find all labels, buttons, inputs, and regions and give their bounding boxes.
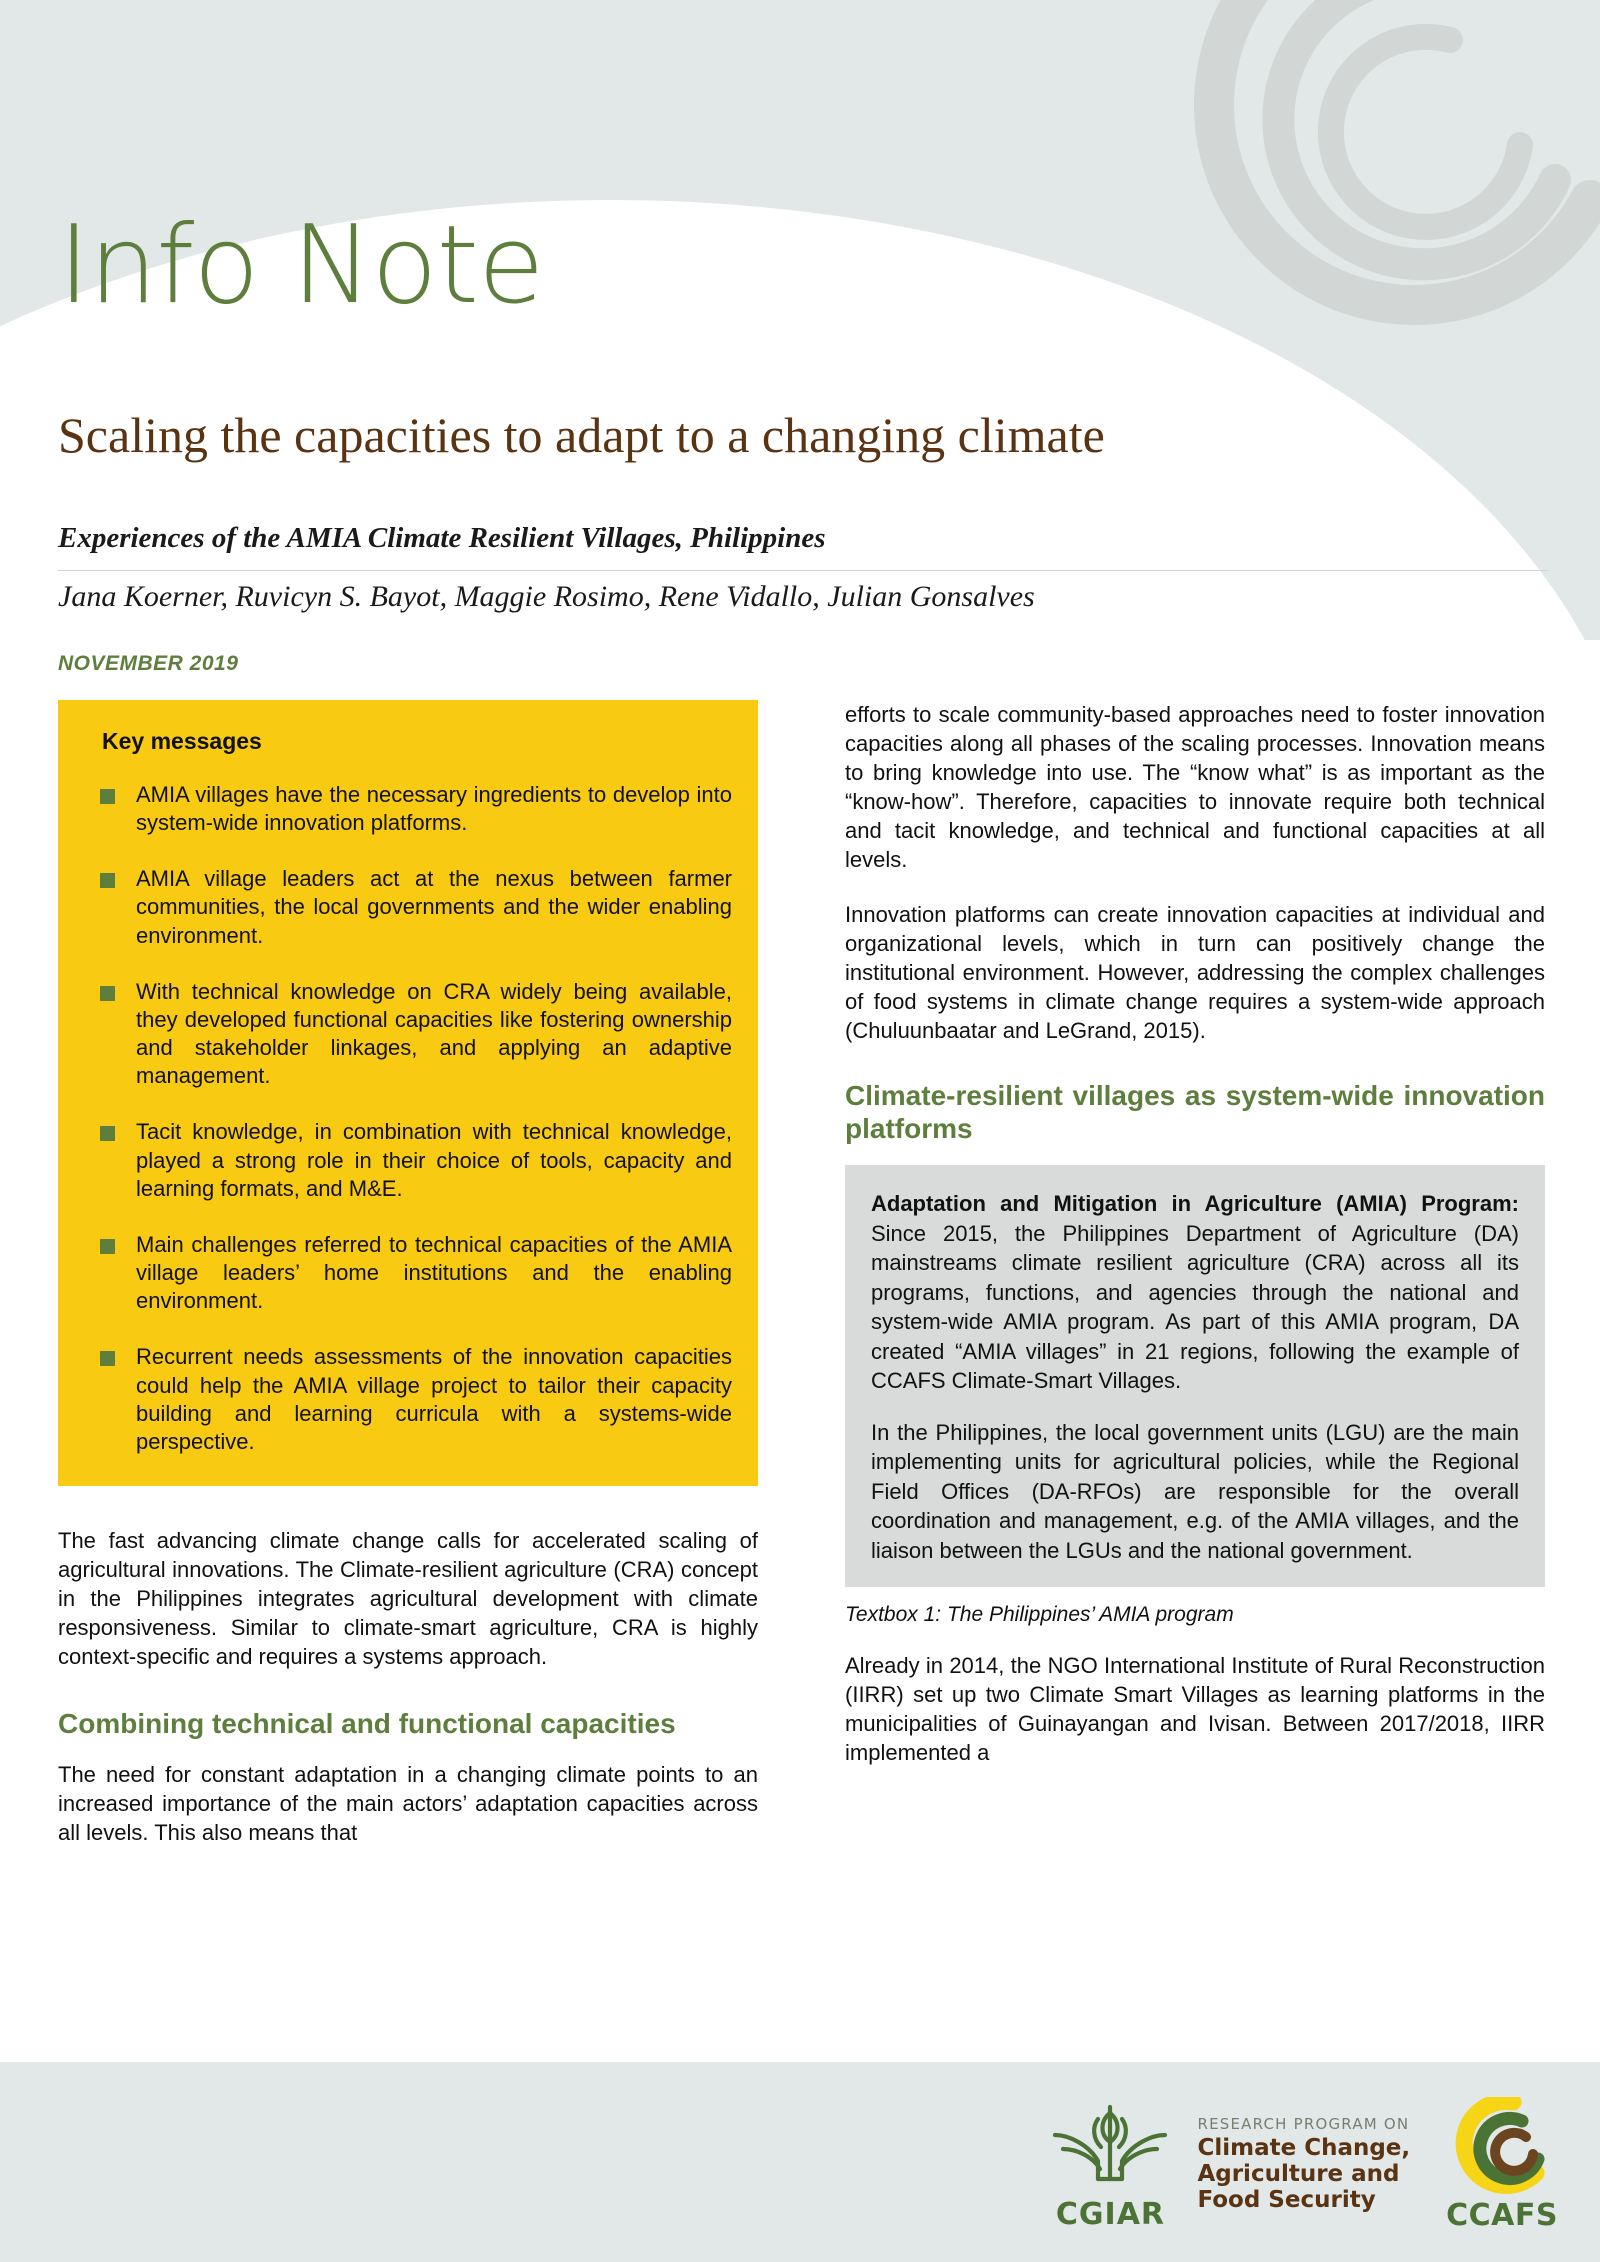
textbox-paragraph-2: In the Philippines, the local government units (LGU) are the main implementing units for agricultural policies, while the Regional Field Offices (DA-RFOs) are responsible for the overall coordination and management, e.g. of the AMIA villages, and the liaison between the LGUs and the national government. <box>871 1419 1519 1563</box>
bullet-square-icon <box>100 986 115 1001</box>
section-heading-combining-capacities: Combining technical and functional capacities <box>58 1708 676 1740</box>
list-item <box>84 978 732 1091</box>
bullet-square-icon <box>100 1239 115 1254</box>
textbox-lead-label: Adaptation and Mitigation in Agriculture (AMIA) Program: <box>871 1191 1519 1217</box>
textbox-body-1: Since 2015, the Philippines Department of Agriculture (DA) mainstreams climate resilient agriculture (CRA) across all its programs, functions, and agencies through the national and system-wide AMIA program. As part of this AMIA program, DA created “AMIA villages” in 21 regions, following the example of CCAFS Climate-Smart Villages. <box>871 1220 1519 1394</box>
key-message-text: Main challenges referred to technical capacities of the AMIA village leaders’ home institutions and the enabling environment. <box>136 1231 732 1314</box>
ccafs-swirl-watermark-icon <box>1170 0 1600 350</box>
cgiar-logo <box>1051 2099 1169 2232</box>
key-message-text: Recurrent needs assessments of the innovation capacities could help the AMIA village project to tailor their capacity building and learning curricula with a systems-wide perspective. <box>136 1344 732 1454</box>
list-item <box>84 781 732 837</box>
key-messages-box <box>58 700 758 1486</box>
ccafs-wordmark: CCAFS <box>1446 2198 1558 2233</box>
publication-date: NOVEMBER 2019 <box>58 652 239 675</box>
program-name-line-1: Climate Change, <box>1197 2135 1411 2162</box>
textbox-caption: Textbox 1: The Philippines’ AMIA program <box>845 1603 1234 1627</box>
list-item <box>84 1118 732 1202</box>
intro-paragraph: The fast advancing climate change calls for accelerated scaling of agricultural innovations. The Climate-resilient agriculture (CRA) concept in the Philippines integrates agricultural development with climate responsiveness. Similar to climate-smart agriculture, CRA is highly context-specific and requires a systems approach. <box>58 1527 758 1670</box>
program-wordmark <box>1197 2116 1410 2213</box>
authors-divider <box>58 570 1548 571</box>
key-messages-heading: Key messages <box>102 728 262 754</box>
page-subtitle: Experiences of the AMIA Climate Resilient Villages, Philippines <box>58 522 826 554</box>
brand-wordmark: Info Note <box>58 203 544 328</box>
program-name-line-2: Agriculture and <box>1197 2161 1400 2188</box>
bullet-square-icon <box>100 1351 115 1366</box>
key-message-text: AMIA village leaders act at the nexus between farmer communities, the local governments and the wider enabling environment. <box>136 866 732 948</box>
program-name-line-3: Food Security <box>1197 2186 1376 2213</box>
page-title: Scaling the capacities to adapt to a changing climate <box>58 407 1105 463</box>
program-tagline: RESEARCH PROGRAM ON <box>1197 2115 1410 2134</box>
left-column <box>58 700 758 1873</box>
cgiar-wordmark: CGIAR <box>1055 2196 1166 2232</box>
bullet-square-icon <box>100 1126 115 1141</box>
right-column <box>845 700 1545 1793</box>
textbox-paragraph-1 <box>871 1189 1519 1395</box>
section-heading-crv-platforms: Climate-resilient villages as system-wide innovation platforms <box>845 1080 1545 1145</box>
bullet-square-icon <box>100 789 115 804</box>
final-paragraph: Already in 2014, the NGO International Institute of Rural Reconstruction (IIRR) set up two Climate Smart Villages as learning platforms in the municipalities of Guinayangan and Ivisan. Between 2017/2018, IIRR implemented a <box>845 1653 1545 1766</box>
list-item <box>84 1231 732 1315</box>
bullet-square-icon <box>100 873 115 888</box>
masthead <box>58 203 544 328</box>
innovation-platforms-paragraph: Innovation platforms can create innovation capacities at individual and organizational levels, which in turn can positively change the institutional environment. However, addressing the complex challenges of food systems in climate change requires a system-wide approach (Chuluunbaatar and LeGrand, 2015). <box>845 902 1545 1044</box>
footer-logo-group <box>1051 2090 1558 2240</box>
list-item <box>84 1343 732 1456</box>
key-message-text: AMIA villages have the necessary ingredients to develop into system-wide innovation platforms. <box>136 782 732 836</box>
author-list: Jana Koerner, Ruvicyn S. Bayot, Maggie Rosimo, Rene Vidallo, Julian Gonsalves <box>58 580 1035 613</box>
list-item <box>84 865 732 949</box>
key-message-text: With technical knowledge on CRA widely being available, they developed functional capacities like fostering ownership and stakeholder linkages, and applying an adaptive management. <box>136 978 732 1089</box>
section-paragraph: The need for constant adaptation in a changing climate points to an increased importance of the main actors’ adaptation capacities across all levels. This also means that <box>58 1762 758 1846</box>
ccafs-logo <box>1446 2097 1558 2233</box>
textbox-amia-program <box>845 1165 1545 1587</box>
key-messages-list <box>84 781 732 1456</box>
continued-paragraph: efforts to scale community-based approaches need to foster innovation capacities along all phases of the scaling processes. Innovation means to bring knowledge into use. The “know what” is as important as the “know-how”. Therefore, capacities to innovate require both technical and tacit knowledge, and technical and functional capacities at all levels. <box>845 702 1545 873</box>
cgiar-wheat-icon <box>1051 2099 1169 2195</box>
ccafs-swirl-icon <box>1450 2097 1554 2197</box>
key-message-text: Tacit knowledge, in combination with technical knowledge, played a strong role in their choice of tools, capacity and learning formats, and M&E. <box>136 1119 732 1201</box>
